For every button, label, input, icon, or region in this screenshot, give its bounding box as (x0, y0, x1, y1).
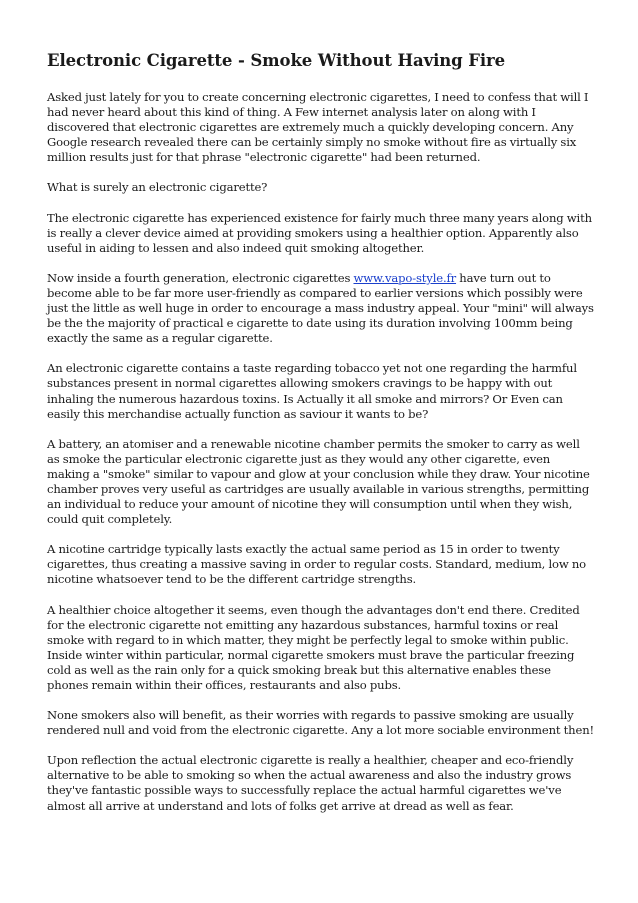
paragraph-taste: An electronic cigarette contains a taste regarding tobacco yet not one regarding the harmful substances present in normal cigarettes allowing smokers cravings to be happy with out inhaling the numerous hazardous toxins. Is Actually it all smoke and mirrors? Or Even can easily this merchandise actually function as saviour it wants to be? (47, 361, 577, 421)
paragraph-nonsmokers: None smokers also will benefit, as their worries with regards to passive smoking are usually rendered null and void from the electronic cigarette. Any a lot more sociable environment then! (47, 708, 595, 738)
paragraph-question: What is surely an electronic cigarette? (47, 180, 268, 195)
document-title: Electronic Cigarette - Smoke Without Having Fire (47, 51, 505, 70)
paragraph-history: The electronic cigarette has experienced existence for fairly much three many years along with is really a clever device aimed at providing smokers using a healthier option. Apparently also useful in aiding to lessen and also indeed quit smoking altogether. (47, 210, 592, 255)
paragraph-generation-before: Now inside a fourth generation, electronic cigarettes (47, 270, 354, 285)
document-page (47, 50, 595, 829)
paragraph-advantages: A healthier choice altogether it seems, even though the advantages don't end there. Credited for the electronic cigarette not emitting any hazardous substances, harmful toxins or real smoke with regard to in which matter, they might be perfectly legal to smoke within public. Inside winter within particular, normal cigarette smokers must brave the particular freezing cold as well as the rain only for a quick smoking break but this alternative enables these phones remain within their offices, restaurants and also pubs. (47, 602, 580, 692)
paragraph-cartridge: A nicotine cartridge typically lasts exactly the actual same period as 15 in order to twenty cigarettes, thus creating a massive saving in order to regular costs. Standard, medium, low no nicotine whatsoever tend to be the different cartridge strengths. (47, 542, 586, 587)
paragraph-generation-after: have turn out to become able to be far more user-friendly as compared to earlier versions which possibly were just the little as well huge in order to encourage a mass industry appeal. Your "mini" will always be the the majority of practical e cigarette to date using its duration involving 100mm being exactly the same as a regular cigarette. (47, 270, 594, 346)
vapo-style-link[interactable]: www.vapo-style.fr (353, 270, 457, 285)
paragraph-components: A battery, an atomiser and a renewable nicotine chamber permits the smoker to carry as well as smoke the particular electronic cigarette just as they would any other cigarette, even making a "smoke" similar to vapour and glow at your conclusion while they draw. Your nicotine chamber proves very useful as cartridges are usually available in various strengths, permitting an individual to reduce your amount of nicotine they will consumption until when they wish, could quit completely. (47, 436, 590, 527)
paragraph-conclusion: Upon reflection the actual electronic cigarette is really a healthier, cheaper and eco-friendly alternative to be able to smoking so when the actual awareness and also the industry grows they've fantastic possible ways to successfully replace the actual harmful cigarettes we've almost all arrive at understand and lots of folks get arrive at dread as well as fear. (47, 753, 574, 813)
paragraph-intro: Asked just lately for you to create concerning electronic cigarettes, I need to confess that will I had never heard about this kind of thing. A Few internet analysis later on along with I discovered that electronic cigarettes are extremely much a quickly developing concern. Any Google research revealed there can be certainly simply no smoke without fire as virtually six million results just for that phrase "electronic cigarette" had been returned. (47, 90, 589, 165)
paragraph-generation (47, 271, 595, 346)
